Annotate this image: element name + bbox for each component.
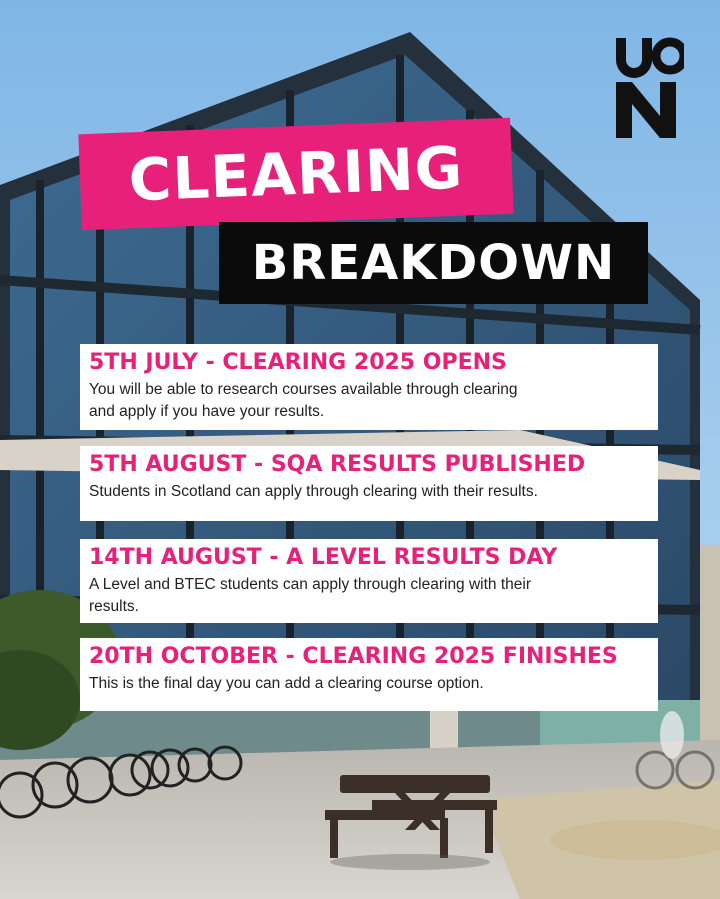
event-description-line: and apply if you have your results. — [89, 403, 325, 420]
event-description — [89, 481, 650, 503]
clearing-banner: CLEARING — [78, 118, 513, 231]
event-title: 20TH OCTOBER - CLEARING 2025 FINISHES — [89, 644, 618, 669]
event-card-a-level-results — [80, 539, 658, 623]
event-description — [89, 379, 650, 423]
event-description — [89, 574, 650, 618]
event-description-line: A Level and BTEC students can apply through clearing with their — [89, 576, 532, 593]
event-description-line: You will be able to research courses available through clearing — [89, 381, 518, 398]
event-description-line: results. — [89, 598, 139, 615]
uon-logo — [612, 34, 684, 138]
event-card-clearing-opens — [80, 344, 658, 430]
event-card-sqa-results — [80, 446, 658, 521]
event-card-clearing-finishes — [80, 638, 658, 711]
event-title: 5TH JULY - CLEARING 2025 OPENS — [89, 350, 507, 375]
event-description — [89, 673, 650, 695]
breakdown-banner: BREAKDOWN — [219, 222, 648, 304]
event-description-line: This is the final day you can add a clearing course option. — [89, 675, 484, 692]
event-title: 5TH AUGUST - SQA RESULTS PUBLISHED — [89, 452, 586, 477]
event-title: 14TH AUGUST - A LEVEL RESULTS DAY — [89, 545, 558, 570]
event-description-line: Students in Scotland can apply through clearing with their results. — [89, 483, 538, 500]
